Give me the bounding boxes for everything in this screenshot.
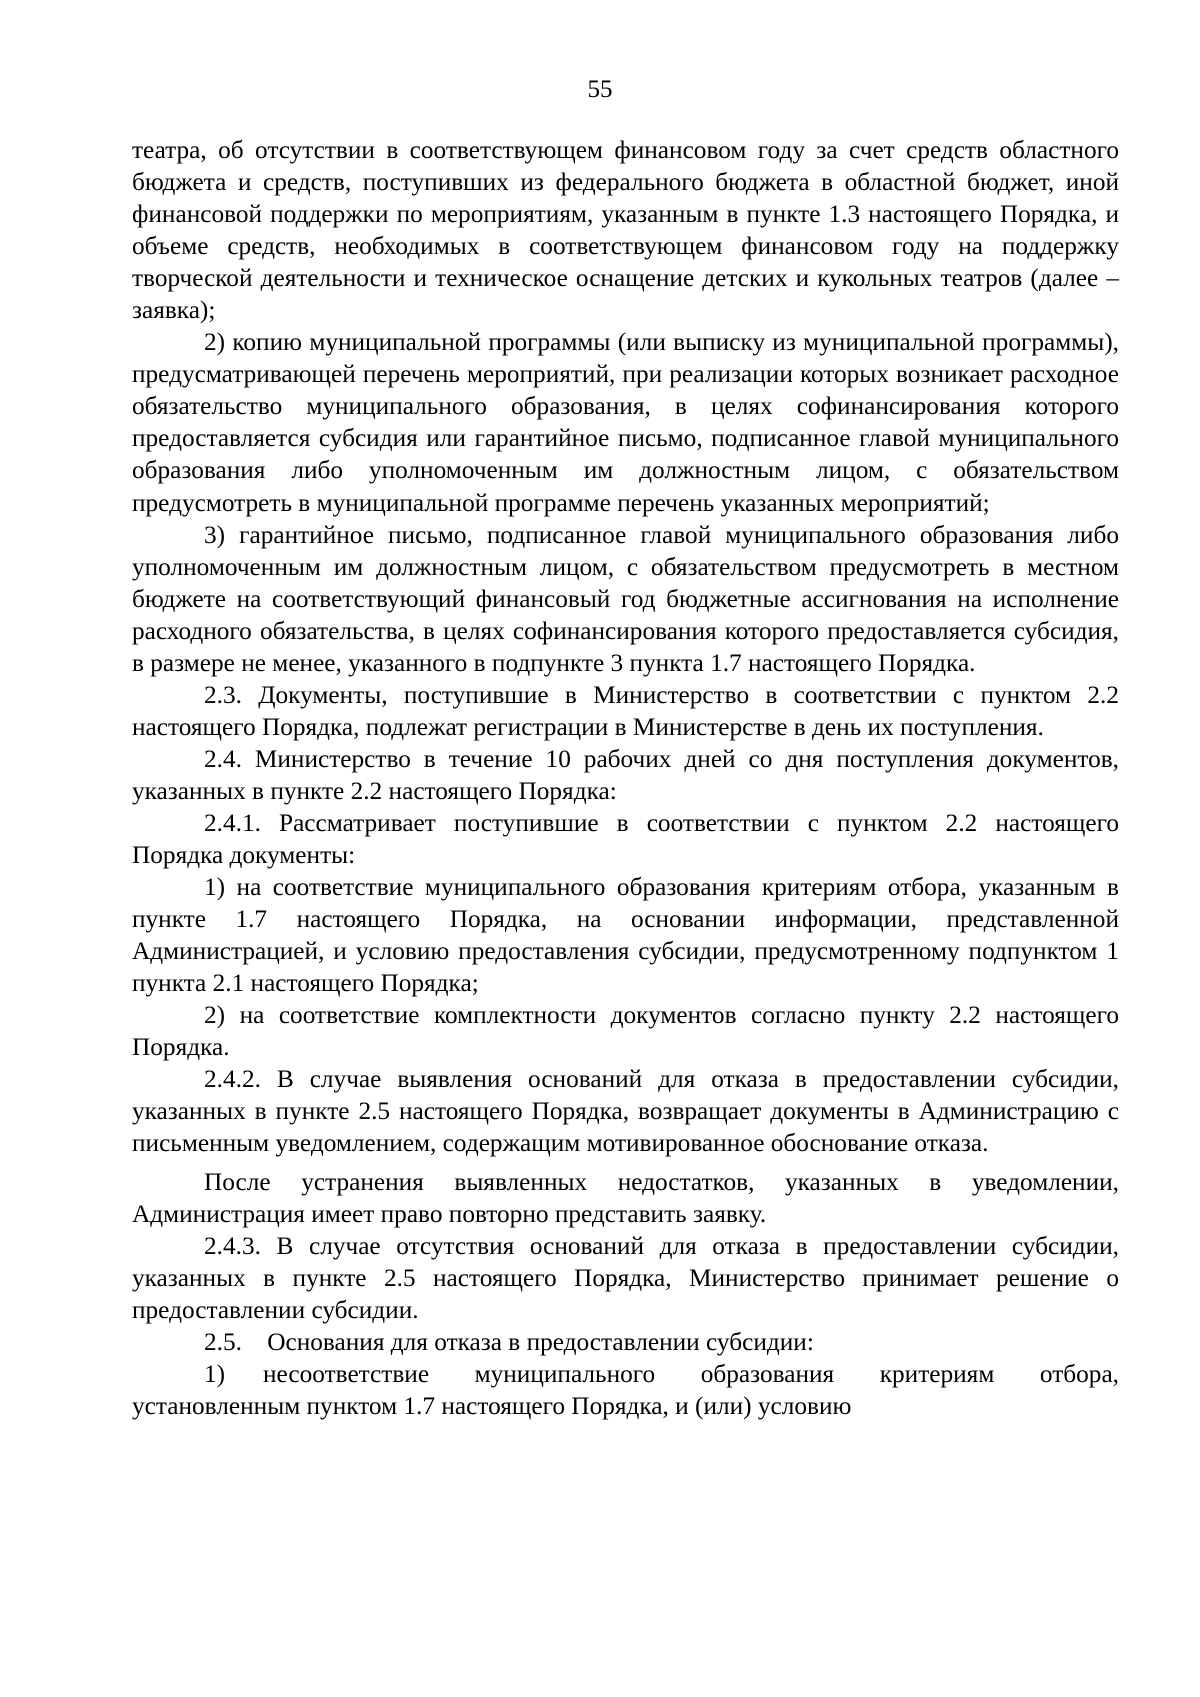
paragraph-item-2: 2) копию муниципальной программы (или выписку из муниципальной программы), предусматривающей перечень мероприятий, при реализации которых возникает расходное обязательство муниципального образования, в целях софинансирования которого предоставляется субсидия или гарантийное письмо, подписанное главой муниципального образования либо уполномоченным им должностным лицом, с обязательством предусмотреть в муниципальной программе перечень указанных мероприятий;	[132, 328, 1119, 517]
paragraph-2-4-2: 2.4.2. В случае выявления оснований для отказа в предоставлении субсидии, указанных в пункте 2.5 настоящего Порядка, возвращает документы в Администрацию с письменным уведомлением, содержащим мотивированное обоснование отказа.	[132, 1065, 1119, 1158]
paragraph-2-5: 2.5. Основания для отказа в предоставлении субсидии:	[204, 1327, 814, 1356]
document-body	[132, 134, 1119, 1422]
paragraph-item-3: 3) гарантийное письмо, подписанное главой муниципального образования либо уполномоченным им должностным лицом, с обязательством предусмотреть в местном бюджете на соответствующий финансовый год бюджетные ассигнования на исполнение расходного обязательства, в целях софинансирования которого предоставляется субсидия, в размере не менее, указанного в подпункте 3 пункта 1.7 настоящего Порядка.	[132, 520, 1119, 677]
page-number: 55	[587, 76, 613, 103]
paragraph-resubmission: После устранения выявленных недостатков, указанных в уведомлении, Администрация имеет право повторно представить заявку.	[132, 1167, 1119, 1228]
paragraph-2-4: 2.4. Министерство в течение 10 рабочих дней со дня поступления документов, указанных в пункте 2.2 настоящего Порядка:	[132, 744, 1119, 805]
paragraph-2-3: 2.3. Документы, поступившие в Министерство в соответствии с пунктом 2.2 настоящего Порядка, подлежат регистрации в Министерстве в день их поступления.	[132, 680, 1119, 741]
paragraph-2-4-1: 2.4.1. Рассматривает поступившие в соответствии с пунктом 2.2 настоящего Порядка документы:	[132, 808, 1119, 870]
paragraph-continuation: театра, об отсутствии в соответствующем финансовом году за счет средств областного бюджета и средств, поступивших из федерального бюджета в областной бюджет, иной финансовой поддержки по мероприятиям, указанным в пункте 1.3 настоящего Порядка, и объеме средств, необходимых в соответствующем финансовом году на поддержку творческой деятельности и техническое оснащение детских и кукольных театров (далее – заявка);	[132, 136, 1119, 325]
paragraph-2-5-item-1: 1) несоответствие муниципального образования критериям отбора, установленным пунктом 1.7 настоящего Порядка, и (или) условию	[132, 1359, 1119, 1420]
paragraph-2-4-1-item-1: 1) на соответствие муниципального образования критериям отбора, указанным в пункте 1.7 настоящего Порядка, на основании информации, представленной Администрацией, и условию предоставления субсидии, предусмотренному подпунктом 1 пункта 2.1 настоящего Порядка;	[132, 873, 1119, 998]
paragraph-2-4-1-item-2: 2) на соответствие комплектности документов согласно пункту 2.2 настоящего Порядка.	[132, 1001, 1119, 1062]
paragraph-2-4-3: 2.4.3. В случае отсутствия оснований для отказа в предоставлении субсидии, указанных в пункте 2.5 настоящего Порядка, Министерство принимает решение о предоставлении субсидии.	[132, 1231, 1119, 1324]
